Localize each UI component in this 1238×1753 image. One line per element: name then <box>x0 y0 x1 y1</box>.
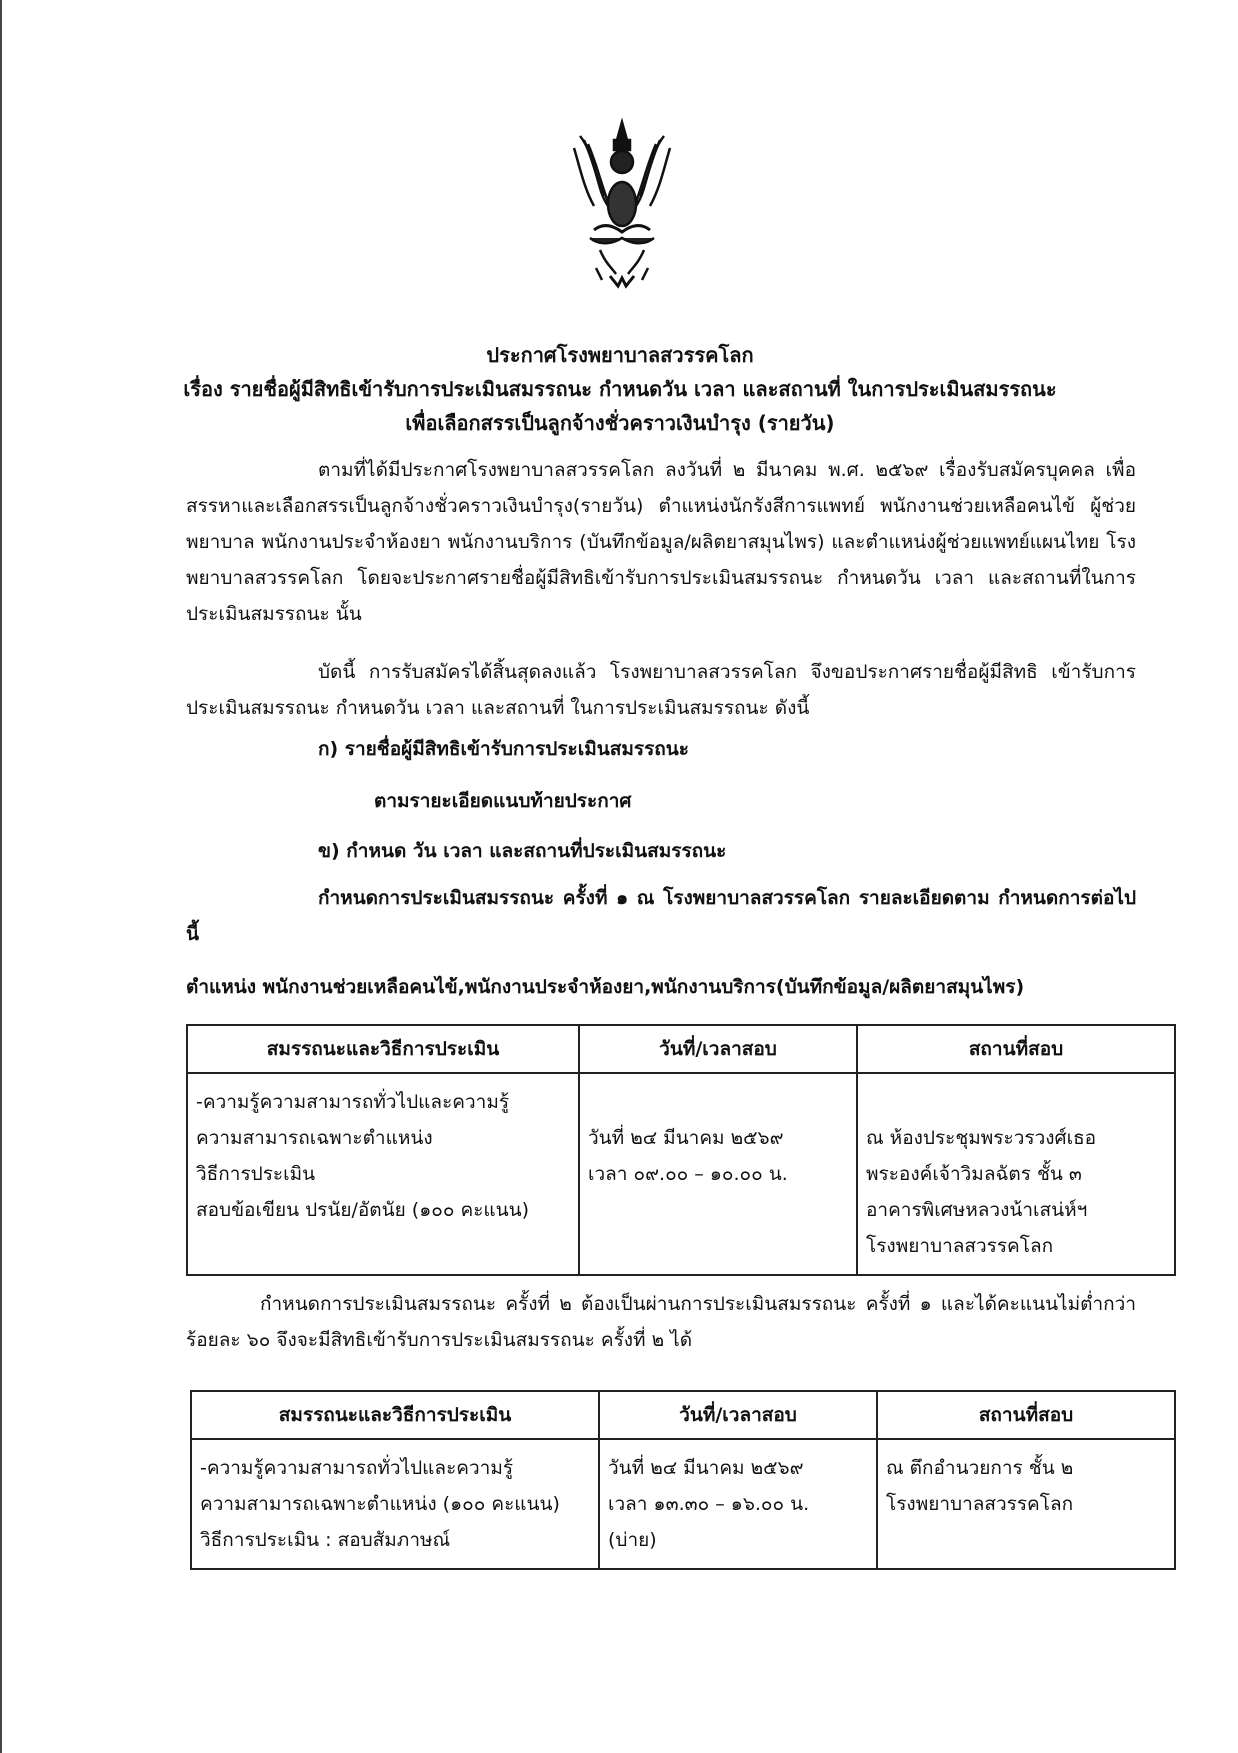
item-b-heading: ข) กำหนด วัน เวลา และสถานที่ประเมินสมรรถนะ <box>318 840 727 862</box>
item-a-detail: ตามรายะเอียดแนบท้ายประกาศ <box>374 790 632 812</box>
table-row <box>187 1073 1175 1275</box>
paragraph-2: บัดนี้ การรับสมัครได้สิ้นสุดลงแล้ว โรงพยาบาลสวรรคโลก จึงขอประกาศรายชื่อผู้มีสิทธิ เข้ารับการประเมินสมรรถนะ กำหนดวัน เวลา และสถานที่ ในการประเมินสมรรถนะ ดังนี้ <box>186 661 1136 719</box>
table-header-row <box>187 1025 1175 1073</box>
competency-line: -ความรู้ความสามารถทั่วไปและความรู้ <box>196 1091 510 1113</box>
competency-line: -ความรู้ความสามารถทั่วไปและความรู้ <box>200 1457 514 1479</box>
round-1-table <box>186 1024 1176 1276</box>
venue-line: ณ ห้องประชุมพระวรวงศ์เธอ <box>866 1127 1097 1149</box>
header-venue: สถานที่สอบ <box>877 1391 1175 1439</box>
competency-cell <box>191 1439 599 1569</box>
subject-line-2: เพื่อเลือกสรรเป็นลูกจ้างชั่วคราวเงินบำรุง (รายวัน) <box>405 411 835 435</box>
competency-line: สอบข้อเขียน ปรนัย/อัตนัย (๑๐๐ คะแนน) <box>196 1199 530 1221</box>
competency-line: ความสามารถเฉพาะตำแหน่ง <box>196 1127 433 1149</box>
exam-date: วันที่ ๒๔ มีนาคม ๒๕๖๙ <box>608 1457 804 1479</box>
scan-edge <box>0 0 2 1753</box>
competency-line: วิธีการประเมิน <box>196 1163 316 1185</box>
venue-cell <box>877 1439 1175 1569</box>
venue-line: โรงพยาบาลสวรรคโลก <box>886 1493 1074 1515</box>
table-row <box>191 1439 1175 1569</box>
exam-time: เวลา ๑๓.๓๐ – ๑๖.๐๐ น. <box>608 1493 810 1515</box>
announcement-title: ประกาศโรงพยาบาลสวรรคโลก <box>486 343 754 367</box>
position-line: ตำแหน่ง พนักงานช่วยเหลือคนไข้,พนักงานประจำห้องยา,พนักงานบริการ(บันทึกข้อมูล/ผลิตยาสมุนไพร) <box>186 976 1025 998</box>
competency-cell <box>187 1073 579 1275</box>
competency-line: วิธีการประเมิน : สอบสัมภาษณ์ <box>200 1529 451 1551</box>
header-venue: สถานที่สอบ <box>857 1025 1175 1073</box>
paragraph-1: ตามที่ได้มีประกาศโรงพยาบาลสวรรคโลก ลงวันที่ ๒ มีนาคม พ.ศ. ๒๕๖๙ เรื่องรับสมัครบุคคล เพื่อสรรหาและเลือกสรรเป็นลูกจ้างชั่วคราวเงินบำรุง(รายวัน) ตำแหน่งนักรังสีการแพทย์ พนักงานช่วยเหลือคนไข้ ผู้ช่วยพยาบาล พนักงานประจำห้องยา พนักงานบริการ (บันทึกข้อมูล/ผลิตยาสมุนไพร) และตำแหน่งผู้ช่วยแพทย์แผนไทย โรงพยาบาลสวรรคโลก โดยจะประกาศรายชื่อผู้มีสิทธิเข้ารับการประเมินสมรรถนะ กำหนดวัน เวลา และสถานที่ในการประเมินสมรรถนะ นั้น <box>186 459 1136 625</box>
header-datetime: วันที่/เวลาสอบ <box>579 1025 857 1073</box>
garuda-emblem-icon <box>570 118 674 290</box>
venue-cell <box>857 1073 1175 1275</box>
round-2-intro: กำหนดการประเมินสมรรถนะ ครั้งที่ ๒ ต้องเป็นผ่านการประเมินสมรรถนะ ครั้งที่ ๑ และได้คะแนนไม่ต่ำกว่าร้อยละ ๖๐ จึงจะมีสิทธิเข้ารับการประเมินสมรรถนะ ครั้งที่ ๒ ได้ <box>186 1293 1136 1351</box>
exam-period: (บ่าย) <box>608 1529 657 1551</box>
venue-line: ณ ตึกอำนวยการ ชั้น ๒ <box>886 1457 1074 1479</box>
header-competency: สมรรถนะและวิธีการประเมิน <box>191 1391 599 1439</box>
header-competency: สมรรถนะและวิธีการประเมิน <box>187 1025 579 1073</box>
exam-date: วันที่ ๒๔ มีนาคม ๒๕๖๙ <box>588 1127 784 1149</box>
round-1-intro: กำหนดการประเมินสมรรถนะ ครั้งที่ ๑ ณ โรงพยาบาลสวรรคโลก รายละเอียดตาม กำหนดการต่อไปนี้ <box>186 887 1136 945</box>
competency-line: ความสามารถเฉพาะตำแหน่ง (๑๐๐ คะแนน) <box>200 1493 560 1515</box>
venue-line: โรงพยาบาลสวรรคโลก <box>866 1235 1054 1257</box>
datetime-cell <box>579 1073 857 1275</box>
subject-line-1: เรื่อง รายชื่อผู้มีสิทธิเข้ารับการประเมินสมรรถนะ กำหนดวัน เวลา และสถานที่ ในการประเมินสมรรถนะ <box>183 377 1057 401</box>
item-a-heading: ก) รายชื่อผู้มีสิทธิเข้ารับการประเมินสมรรถนะ <box>318 738 689 760</box>
venue-line: พระองค์เจ้าวิมลฉัตร ชั้น ๓ <box>866 1163 1082 1185</box>
round-2-table <box>190 1390 1176 1570</box>
exam-time: เวลา ๐๙.๐๐ – ๑๐.๐๐ น. <box>588 1163 788 1185</box>
table-header-row <box>191 1391 1175 1439</box>
datetime-cell <box>599 1439 877 1569</box>
header-datetime: วันที่/เวลาสอบ <box>599 1391 877 1439</box>
venue-line: อาคารพิเศษหลวงน้าเสน่ห์ฯ <box>866 1199 1088 1221</box>
